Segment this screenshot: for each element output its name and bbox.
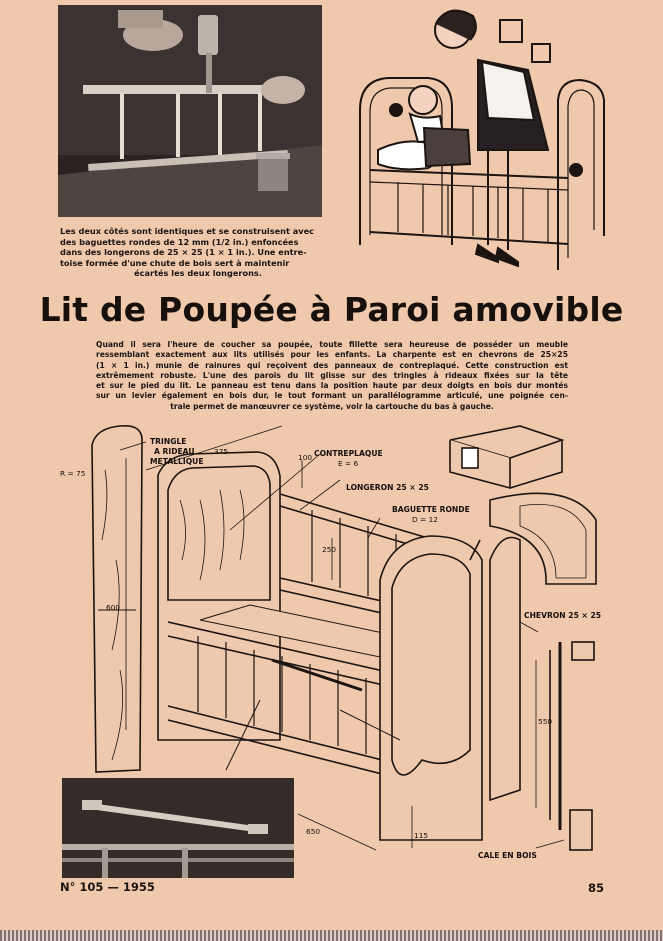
page-number: 85 <box>588 881 605 895</box>
label-cale: CALE EN BOIS <box>478 851 537 860</box>
intro-line: et sur le pied du lit. Le panneau est tenu dans la position haute par deux doigts en bois dur montés <box>96 381 568 391</box>
illustration-girl-with-doll-crib <box>348 0 618 282</box>
caption-line: toise formée d'une chute de bois sert à maintenir <box>60 257 290 268</box>
caption-line: écartés les deux longerons. <box>134 268 262 279</box>
label-tringle-2: A RIDEAU <box>154 447 195 456</box>
issue-number: N° 105 — 1955 <box>60 880 155 894</box>
intro-line: extrêmement robuste. L'une des parois du lit glisse sur des tringles à rideaux fixées sur la tête <box>96 370 568 380</box>
intro-line: ressemblant exactement aux lits utilisés pour les enfants. La charpente est en chevrons de 25×25 <box>96 350 568 360</box>
label-longeron: LONGERON 25 × 25 <box>346 483 429 492</box>
label-dim-115: 115 <box>414 831 429 840</box>
intro-line: (1 × 1 in.) munie de rainures qui reçoivent des panneaux de contreplaqué. Cette construction est <box>96 360 568 370</box>
caption-line: Les deux côtés sont identiques et se construisent avec <box>60 226 315 236</box>
label-tringle-3: METALLIQUE <box>150 457 204 466</box>
caption-line: des baguettes rondes de 12 mm (1/2 in.) enfoncées <box>60 236 299 247</box>
label-radius: R = 75 <box>60 469 86 478</box>
label-dim-100: 100 <box>298 453 313 462</box>
intro-paragraph <box>96 340 568 412</box>
label-dim-375: 375 <box>214 447 229 456</box>
binding-edge <box>0 930 663 941</box>
label-tringle-1: TRINGLE <box>150 437 187 446</box>
label-dim-250: 250 <box>322 545 337 554</box>
label-chevron: CHEVRON 25 × 25 <box>524 611 602 620</box>
photo-hammering-side-frame <box>58 5 322 217</box>
intro-line: Quand il sera l'heure de coucher sa poupée, toute fillette sera heureuse de posséder un meuble <box>96 340 568 349</box>
label-baguette: BAGUETTE RONDE <box>392 505 470 514</box>
photo-top-caption <box>60 226 336 279</box>
label-dim-600: 600 <box>106 603 121 612</box>
article-title: Lit de Poupée à Paroi amovible <box>39 290 624 329</box>
intro-line: sur un levier également en bois dur, le tout formant un parallélogramme articulé, une poignée cen- <box>96 391 568 401</box>
label-dim-550: 550 <box>538 717 553 726</box>
label-baguette-d: D = 12 <box>412 515 438 524</box>
label-dim-650: 650 <box>306 827 321 836</box>
label-contreplaque: CONTREPLAQUE <box>314 449 383 458</box>
intro-line: trale permet de manœuvrer ce système, voir la cartouche du bas à gauche. <box>170 401 494 411</box>
caption-line: dans des longerons de 25 × 25 (1 × 1 in.). Une entre- <box>60 247 307 258</box>
photo-lever-mechanism <box>62 778 294 878</box>
label-contreplaque-e: E = 6 <box>338 459 359 468</box>
